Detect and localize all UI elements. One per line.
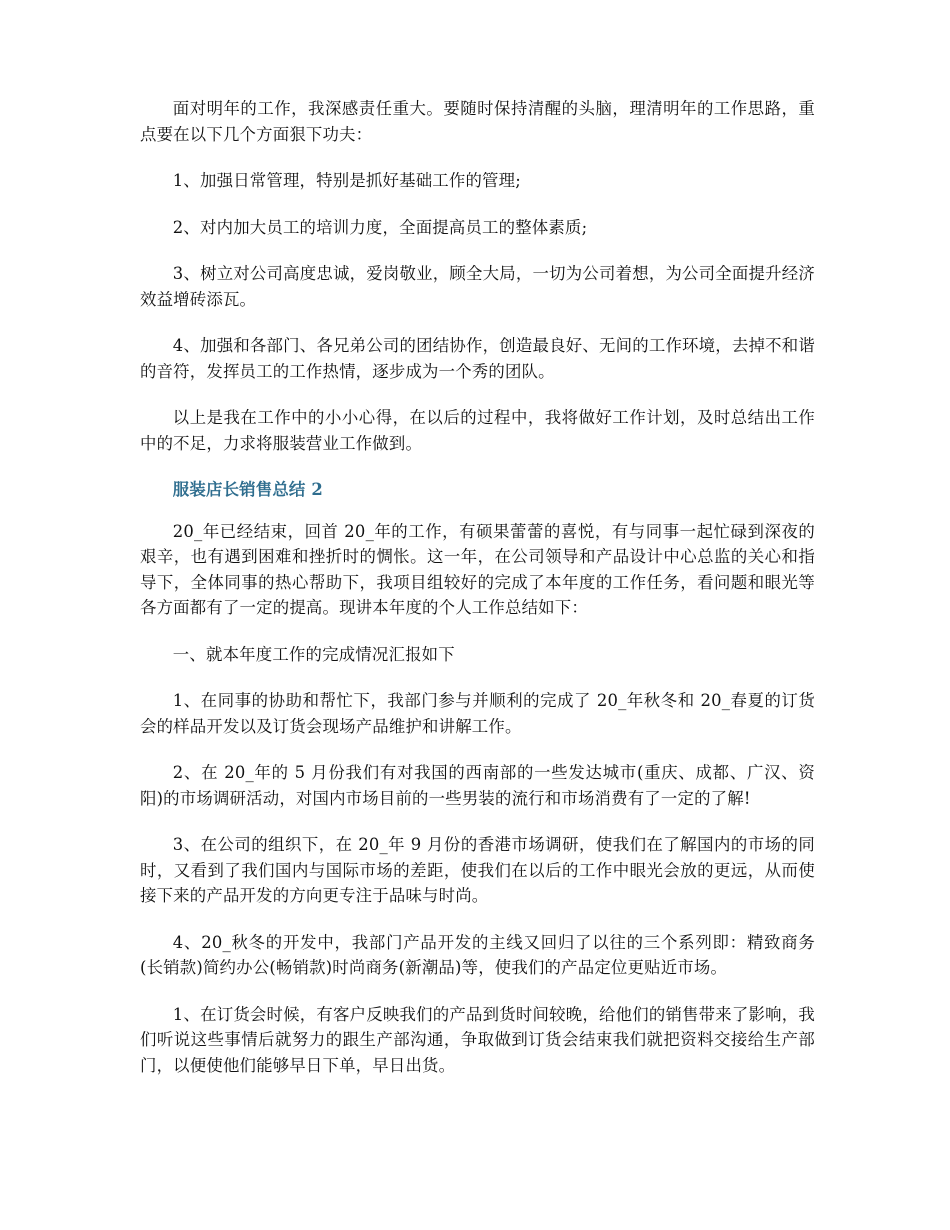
section-heading: 服装店长销售总结 2 [172, 480, 324, 499]
paragraph-plan-item-4: 4、加强和各部门、各兄弟公司的团结协作，创造最良好、无间的工作环境，去掉不和谐的音符，发挥员工的工作热情，逐步成为一个秀的团队。 [140, 336, 815, 381]
paragraph-summary-item-5: 1、在订货会时候，有客户反映我们的产品到货时间较晚，给他们的销售带来了影响，我们听说这些事情后就努力的跟生产部沟通，争取做到订货会结束我们就把资料交接给生产部门，以便使他们能够早日下单，早日出货。 [140, 1004, 815, 1075]
paragraph-conclusion: 以上是我在工作中的小小心得，在以后的过程中，我将做好工作计划，及时总结出工作中的不足，力求将服装营业工作做到。 [140, 408, 815, 453]
paragraph-plan-item-1: 1、加强日常管理，特别是抓好基础工作的管理; [172, 171, 521, 190]
paragraph-summary-item-2: 2、在 20_年的 5 月份我们有对我国的西南部的一些发达城市(重庆、成都、广汉、资阳)的市场调研活动，对国内市场目前的一些男装的流行和市场消费有了一定的了解! [140, 763, 815, 808]
paragraph-subheading: 一、就本年度工作的完成情况汇报如下 [172, 644, 455, 664]
paragraph-summary-item-4: 4、20_秋冬的开发中，我部门产品开发的主线又回归了以往的三个系列即：精致商务(长销款)简约办公(畅销款)时尚商务(新潮品)等，使我们的产品定位更贴近市场。 [140, 932, 815, 977]
paragraph-plan-intro: 面对明年的工作，我深感责任重大。要随时保持清醒的头脑，理清明年的工作思路，重点要在以下几个方面狠下功夫： [140, 99, 815, 144]
paragraph-plan-item-3: 3、树立对公司高度忠诚，爱岗敬业，顾全大局，一切为公司着想，为公司全面提升经济效益增砖添瓦。 [140, 264, 815, 309]
paragraph-summary-item-3: 3、在公司的组织下，在 20_年 9 月份的香港市场调研，使我们在了解国内的市场的同时，又看到了我们国内与国际市场的差距，使我们在以后的工作中眼光会放的更远，从而使接下来的产品开发的方向更专注于品味与时尚。 [140, 835, 815, 905]
paragraph-plan-item-2: 2、对内加大员工的培训力度，全面提高员工的整体素质; [172, 217, 588, 237]
paragraph-summary-item-1: 1、在同事的协助和帮忙下，我部门参与并顺利的完成了 20_年秋冬和 20_春夏的订货会的样品开发以及订货会现场产品维护和讲解工作。 [140, 691, 815, 736]
paragraph-summary-intro: 20_年已经结束，回首 20_年的工作，有硕果蕾蕾的喜悦，有与同事一起忙碌到深夜的艰辛，也有遇到困难和挫折时的惆怅。这一年，在公司领导和产品设计中心总监的关心和指导下，全体同事的热心帮助下，我项目组较好的完成了本年度的工作任务，看问题和眼光等各方面都有了一定的提高。现讲本年度的个人工作总结如下： [140, 521, 815, 617]
document-page [140, 96, 815, 1099]
